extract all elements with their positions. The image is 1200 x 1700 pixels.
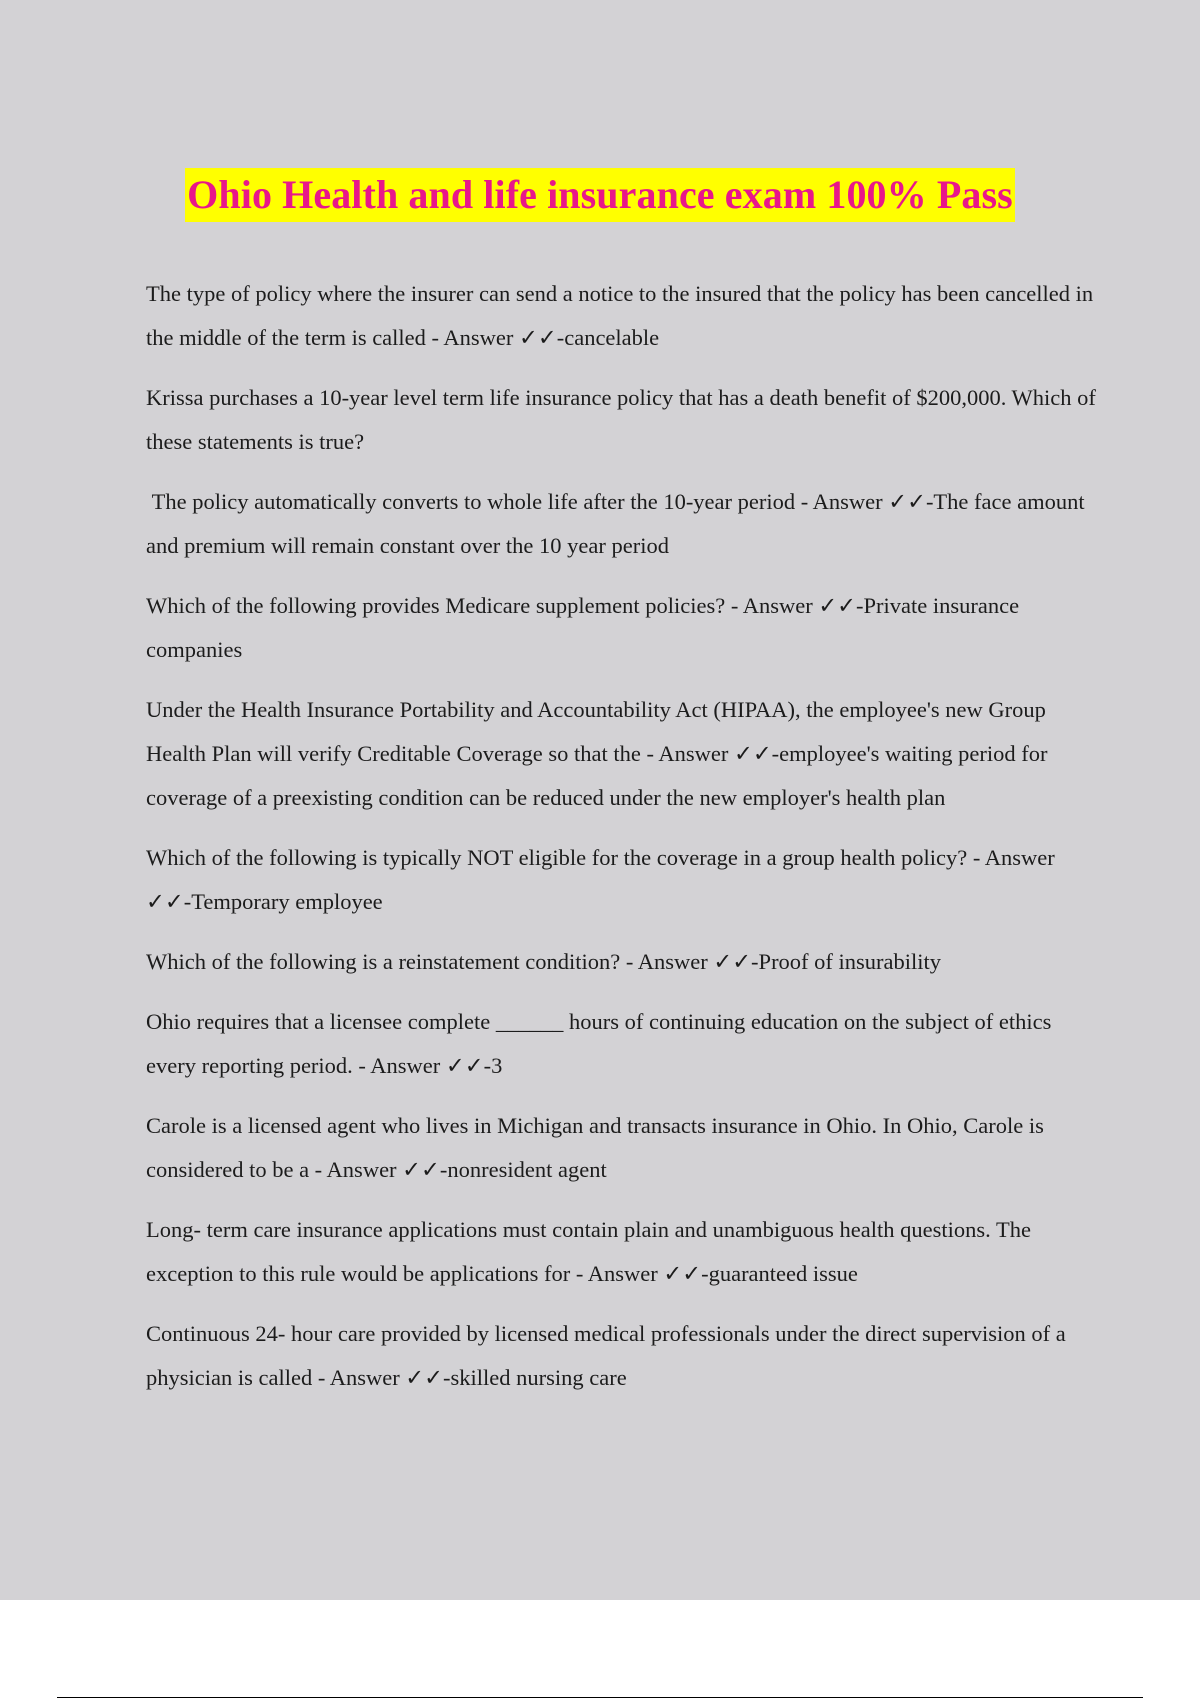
title-container — [0, 168, 1200, 222]
qa-item-2: Krissa purchases a 10-year level term life insurance policy that has a death benefit of $200,000. Which of these statements is true? — [146, 385, 1096, 454]
qa-item-8: Ohio requires that a licensee complete ______ hours of continuing education on the subject of ethics every reporting period. - Answer ✓✓-3 — [146, 1009, 1052, 1078]
qa-item-11: Continuous 24- hour care provided by licensed medical professionals under the direct supervision of a physician is called - Answer ✓✓-skilled nursing care — [146, 1321, 1066, 1390]
qa-list — [146, 272, 1096, 1416]
footer-divider — [57, 1697, 1143, 1698]
qa-item-9: Carole is a licensed agent who lives in Michigan and transacts insurance in Ohio. In Ohio, Carole is considered to be a - Answer ✓✓-nonresident agent — [146, 1113, 1044, 1182]
qa-item-6: Which of the following is typically NOT eligible for the coverage in a group health policy? - Answer ✓✓-Temporary employee — [146, 845, 1055, 914]
qa-item-5: Under the Health Insurance Portability and Accountability Act (HIPAA), the employee's new Group Health Plan will verify Creditable Coverage so that the - Answer ✓✓-employee's waiting period for coverage of a preexisting condition can be reduced under the new employer's health plan — [146, 697, 1048, 810]
document-title: Ohio Health and life insurance exam 100% Pass — [185, 168, 1015, 222]
qa-item-4: Which of the following provides Medicare supplement policies? - Answer ✓✓-Private insurance companies — [146, 593, 1020, 662]
qa-item-3: The policy automatically converts to whole life after the 10-year period - Answer ✓✓-The face amount and premium will remain constant over the 10 year period — [146, 489, 1091, 558]
qa-item-7: Which of the following is a reinstatement condition? - Answer ✓✓-Proof of insurability — [146, 949, 942, 974]
qa-item-1: The type of policy where the insurer can send a notice to the insured that the policy has been cancelled in the middle of the term is called - Answer ✓✓-cancelable — [146, 281, 1094, 350]
qa-item-10: Long- term care insurance applications must contain plain and unambiguous health questions. The exception to this rule would be applications for - Answer ✓✓-guaranteed issue — [146, 1217, 1031, 1286]
